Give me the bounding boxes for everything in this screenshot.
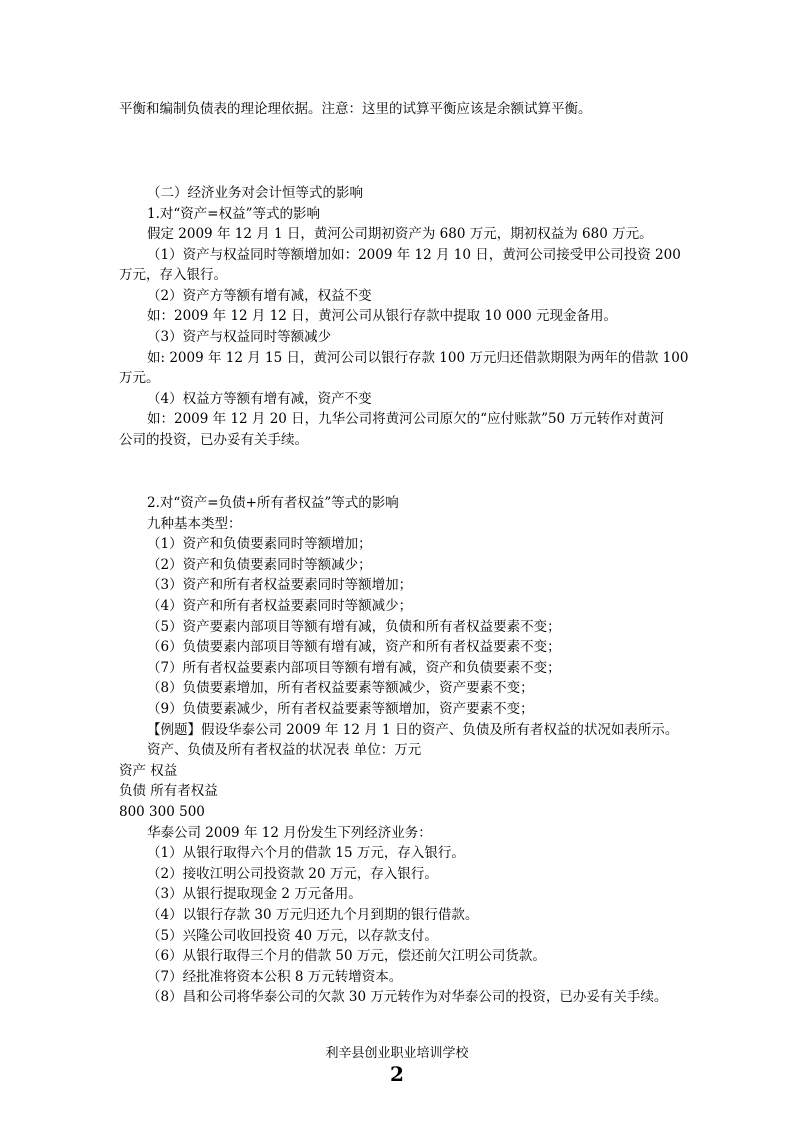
type-item: （7）所有者权益要素内部项目等额有增有减，资产和负债要素不变； [147,660,561,676]
table-row: 资产 权益 [119,763,178,779]
footer-school: 利辛县创业职业培训学校 [325,1046,469,1061]
case-3-example-b: 万元。 [119,370,160,386]
type-item: （6）负债要素内部项目等额有增有减，资产和所有者权益要素不变； [147,639,561,655]
table-row: 负债 所有者权益 [119,783,218,799]
business-item: （4）以银行存款 30 万元归还九个月到期的银行借款。 [147,907,479,923]
type-item: （9）负债要素减少，所有者权益要素等额增加，资产要素不变； [147,701,534,717]
section-heading: （二）经济业务对会计恒等式的影响 [147,185,363,201]
case-1-line-a: （1）资产与权益同时等额增加如：2009 年 12 月 10 日，黄河公司接受甲公司投资 200 [147,247,681,263]
nine-types-intro: 九种基本类型： [147,516,242,532]
page-number: 2 [390,1062,404,1086]
case-3-example-a: 如: 2009 年 12 月 15 日，黄河公司以银行存款 100 万元归还借款期限为两年的借款 100 [147,350,689,366]
business-item: （6）从银行取得三个月的借款 50 万元，偿还前欠江明公司货款。 [147,948,546,964]
type-item: （5）资产要素内部项目等额有增有减，负债和所有者权益要素不变； [147,619,561,635]
business-intro: 华泰公司 2009 年 12 月份发生下列经济业务： [147,825,432,841]
business-item: （7）经批准将资本公积 8 万元转增资本。 [147,969,403,985]
type-item: （1）资产和负债要素同时等额增加； [147,536,372,552]
type-item: （3）资产和所有者权益要素同时等额增加； [147,577,413,593]
table-row: 800 300 500 [119,804,205,820]
business-item: （8）昌和公司将华泰公司的欠款 30 万元转作为对华泰公司的投资，已办妥有关手续。 [147,989,668,1005]
business-item: （2）接收江明公司投资款 20 万元，存入银行。 [147,866,438,882]
type-item: （8）负债要素增加，所有者权益要素等额减少，资产要素不变； [147,680,534,696]
table-title: 资产、负债及所有者权益的状况表 单位：万元 [147,742,422,758]
case-1-line-b: 万元，存入银行。 [119,267,227,283]
type-item: （2）资产和负债要素同时等额减少； [147,557,372,573]
top-line: 平衡和编制负债表的理论理依据。注意：这里的试算平衡应该是余额试算平衡。 [119,101,592,117]
case-2: （2）资产方等额有增有减，权益不变 [147,288,372,304]
case-4-example-a: 如：2009 年 12 月 20 日，九华公司将黄河公司原欠的“应付账款”50 万元转作对黄河 [147,411,664,427]
type-item: （4）资产和所有者权益要素同时等额减少； [147,598,413,614]
case-4: （4）权益方等额有增有减，资产不变 [147,391,372,407]
case-3: （3）资产与权益同时等额减少 [147,329,332,345]
case-4-example-b: 公司的投资，已办妥有关手续。 [119,432,308,448]
business-item: （5）兴隆公司收回投资 40 万元，以存款支付。 [147,928,438,944]
example-paragraph: 【例题】假设华泰公司 2009 年 12 月 1 日的资产、负债及所有者权益的状况如表所示。 [147,722,679,738]
case-2-example: 如：2009 年 12 月 12 日，黄河公司从银行存款中提取 10 000 元现金备用。 [147,308,617,324]
business-item: （3）从银行提取现金 2 万元备用。 [147,886,362,902]
subheading-1: 1.对“资产=权益”等式的影响 [147,206,320,222]
paragraph-assume: 假定 2009 年 12 月 1 日，黄河公司期初资产为 680 万元，期初权益为 680 万元。 [147,226,653,242]
subheading-2: 2.对“资产=负债+所有者权益”等式的影响 [147,495,399,511]
business-item: （1）从银行取得六个月的借款 15 万元，存入银行。 [147,845,465,861]
